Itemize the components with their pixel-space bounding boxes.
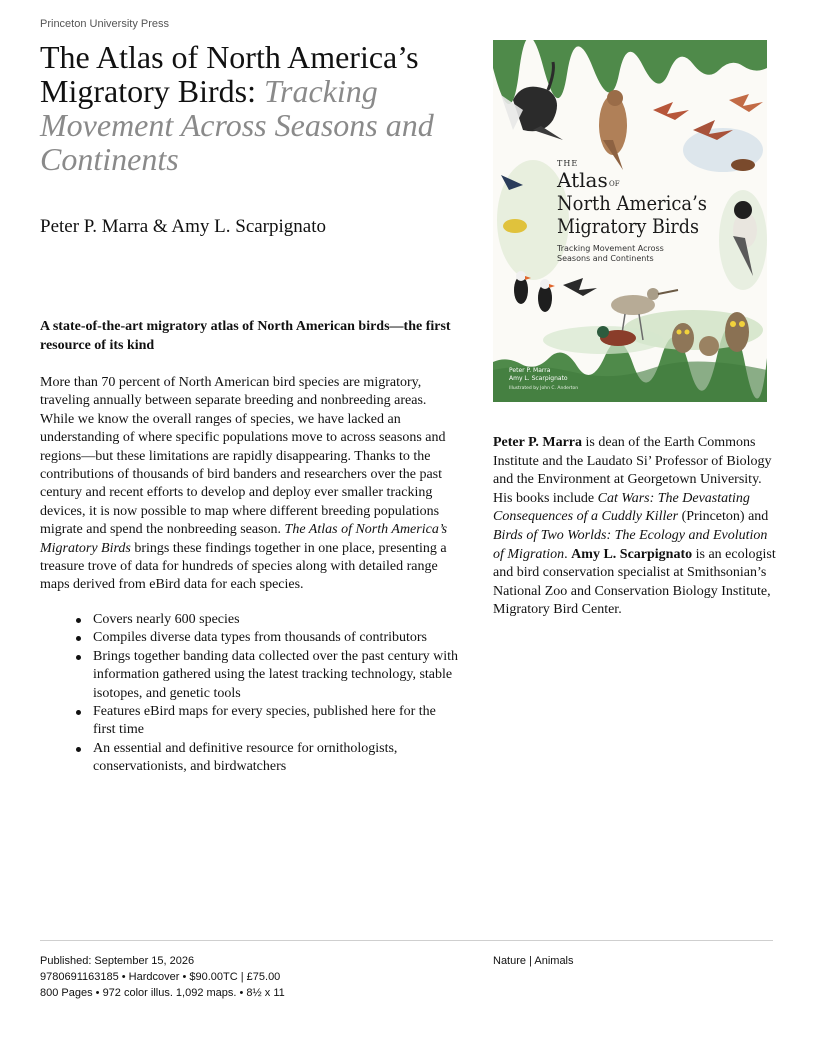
bio-text-4: is an ecologist and bird conservation specialist at Smithsonian’s National Zoo and Conservation Biology Institute, Migratory Bird Center.: [493, 546, 776, 618]
cover-author-1: Peter P. Marra: [509, 367, 551, 374]
hawk-illustration: [599, 90, 627, 170]
cover-atlas-label: Atlas: [557, 168, 608, 192]
cover-title-line-3: Migratory Birds: [557, 215, 699, 238]
footer-divider: [40, 940, 773, 941]
publisher-name: Princeton University Press: [40, 18, 169, 30]
warbler-illustration: [503, 219, 527, 233]
cover-illustrator: Illustrated by John C. Anderton: [509, 386, 579, 391]
cover-title-line-2: North America’s: [557, 192, 707, 215]
feature-item: Covers nearly 600 species: [93, 611, 460, 629]
shorebird-illustration: [731, 159, 755, 171]
book-title-subtitle: Tracking Movement Across Seasons and Continents: [40, 73, 434, 177]
feature-item: Compiles diverse data types from thousands of contributors: [93, 629, 460, 647]
description: [40, 374, 460, 595]
bio-book-2: Birds of Two Worlds: The Ecology and Evolution of Migration: [493, 527, 768, 562]
bio-name-1: Peter P. Marra: [493, 435, 583, 450]
cover-author-2: Amy L. Scarpignato: [509, 375, 568, 382]
cover-of-label: OF: [609, 180, 620, 188]
flying-bird-illustration: [653, 102, 689, 120]
feature-item: Features eBird maps for every species, published here for the first time: [93, 703, 460, 740]
book-title-main: The Atlas of North America’s Migratory Birds:: [40, 39, 419, 109]
description-part-1: More than 70 percent of North American bird species are migratory, traveling annually between separate breeding and nonbreeding areas. While we know the overall ranges of species, we have lacked an understanding of where specific populations move to across seasons and regions—but these limitations are rapidly disappearing. Thanks to the contributions of thousands of bird banders and researchers over the past century and recent efforts to develop and deploy ever smaller tracking devices, it is now possible to map where different breeding populations migrate and spend the nonbreeding season.: [40, 375, 446, 538]
book-authors: Peter P. Marra & Amy L. Scarpignato: [40, 216, 327, 237]
book-cover: [493, 40, 767, 402]
published-date: Published: September 15, 2026: [40, 955, 195, 967]
feature-item: An essential and definitive resource for ornithologists, conservationists, and birdwatchers: [93, 740, 460, 777]
cover-the-label: THE: [557, 159, 579, 168]
book-cover-art: [493, 40, 767, 402]
flying-bird-illustration: [563, 278, 597, 296]
feature-list: [40, 611, 460, 777]
book-title: [40, 40, 460, 176]
bio-text-2: (Princeton) and: [678, 509, 769, 525]
feature-item: Brings together banding data collected over the past century with information gathered using the latest tracking technology, stable isotopes, and genetic tools: [93, 648, 460, 703]
flying-bird-illustration: [729, 94, 763, 112]
bio-name-2: Amy L. Scarpignato: [571, 546, 693, 562]
isbn-price-line: 9780691163185 • Hardcover • $90.00TC | £75.00: [40, 971, 281, 983]
description-book-title: The Atlas of North America’s Migratory Birds: [40, 522, 448, 556]
description-part-2: brings these findings together in one place, presenting a treasure trove of data for hundreds of species along with detailed range maps derived from eBird data for each species.: [40, 540, 447, 593]
bio-text-3: .: [564, 546, 572, 562]
tagline: A state-of-the-art migratory atlas of North American birds—the first resource of its kind: [40, 319, 451, 353]
author-bio: [493, 434, 778, 620]
cover-subtitle-line-1: Tracking Movement Across: [557, 244, 664, 253]
bio-book-1: Cat Wars: The Devastating Consequences of a Cuddly Killer: [493, 490, 750, 525]
publication-meta: [40, 953, 285, 1001]
bio-text-1: is dean of the Earth Commons Institute and the Laudato Si’ Professor of Biology and the Environment at Georgetown University. His books include: [493, 435, 772, 506]
cover-subtitle-line-2: Seasons and Continents: [557, 254, 654, 263]
subject-category: Nature | Animals: [493, 955, 574, 967]
specs-line: 800 Pages • 972 color illus. 1,092 maps. • 8½ x 11: [40, 987, 285, 999]
